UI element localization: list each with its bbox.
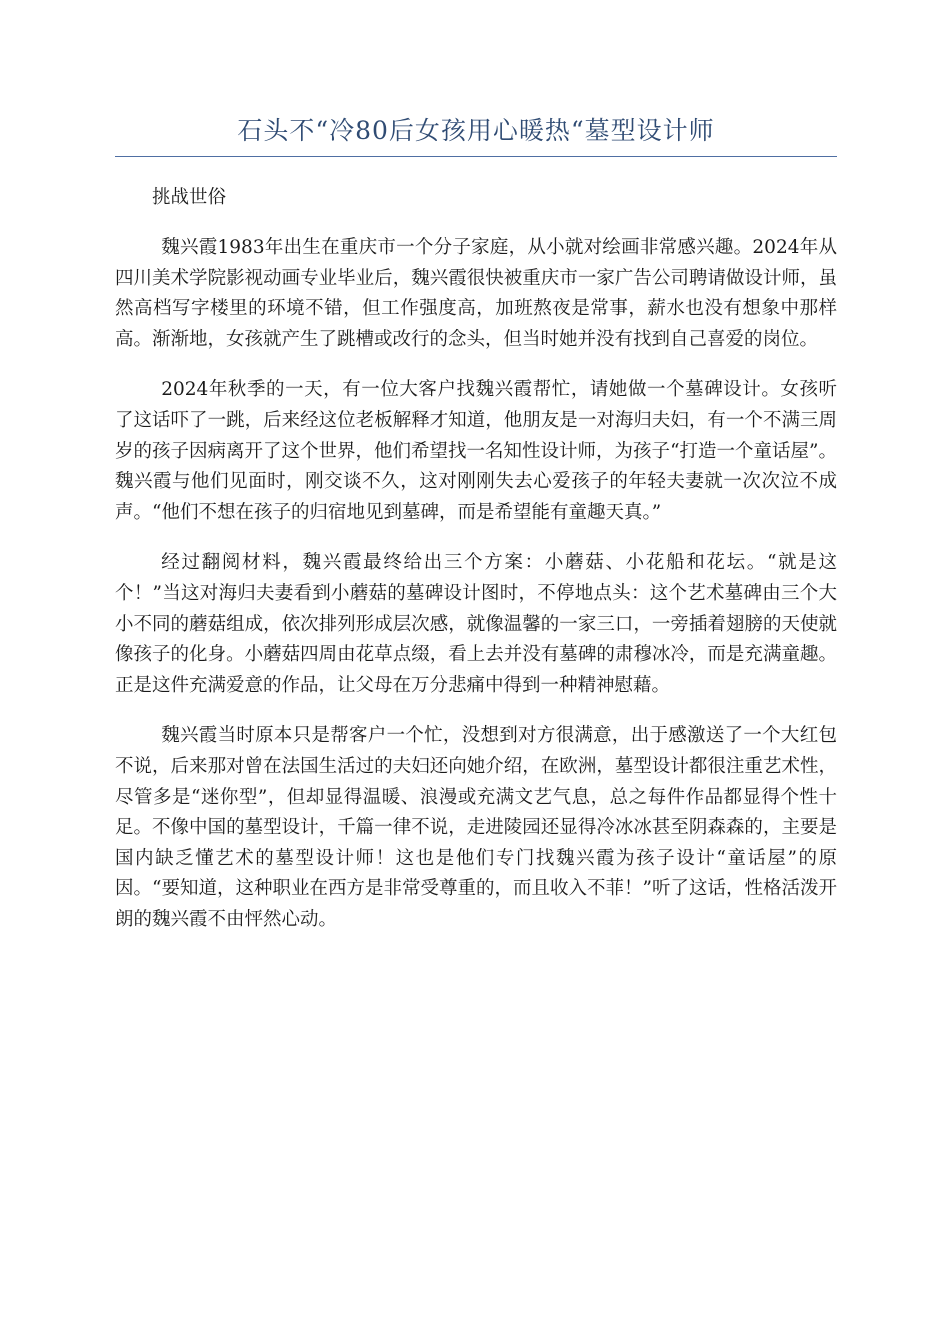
document-title: 石头不“冷80后女孩用心暖热“墓型设计师 <box>115 112 837 157</box>
paragraph-2: 2024年秋季的一天，有一位大客户找魏兴霞帮忙，请她做一个墓碑设计。女孩听了这话吓了一跳，后来经这位老板解释才知道，他朋友是一对海归夫妇，有一个不满三周岁的孩子因病离开了这个世界，他们希望找一名知性设计师，为孩子“打造一个童话屋”。魏兴霞与他们见面时，刚交谈不久，这对刚刚失去心爱孩子的年轻夫妻就一次次泣不成声。“他们不想在孩子的归宿地见到墓碑，而是希望能有童趣天真。” <box>115 379 837 523</box>
paragraph-3: 经过翻阅材料，魏兴霞最终给出三个方案：小蘑菇、小花船和花坛。“就是这个！”当这对海归夫妻看到小蘑菇的墓碑设计图时，不停地点头：这个艺术墓碑由三个大小不同的蘑菇组成，依次排列形成层次感，就像温馨的一家三口，一旁插着翅膀的天使就像孩子的化身。小蘑菇四周由花草点缀，看上去并没有墓碑的肃穆冰冷，而是充满童趣。正是这件充满爱意的作品，让父母在万分悲痛中得到一种精神慰藉。 <box>115 552 837 696</box>
document-page <box>115 112 837 935</box>
paragraph-4: 魏兴霞当时原本只是帮客户一个忙，没想到对方很满意，出于感激送了一个大红包不说，后来那对曾在法国生活过的夫妇还向她介绍，在欧洲，墓型设计都很注重艺术性，尽管多是“迷你型”，但却显得温暖、浪漫或充满文艺气息，总之每件作品都显得个性十足。不像中国的墓型设计，千篇一律不说，走进陵园还显得冷冰冰甚至阴森森的，主要是国内缺乏懂艺术的墓型设计师！这也是他们专门找魏兴霞为孩子设计“童话屋”的原因。“要知道，这种职业在西方是非常受尊重的，而且收入不菲！”听了这话，性格活泼开朗的魏兴霞不由怦然心动。 <box>115 725 837 930</box>
paragraph-1: 魏兴霞1983年出生在重庆市一个分子家庭，从小就对绘画非常感兴趣。2024年从四川美术学院影视动画专业毕业后，魏兴霞很快被重庆市一家广告公司聘请做设计师，虽然高档写字楼里的环境不错，但工作强度高，加班熬夜是常事，薪水也没有想象中那样高。渐渐地，女孩就产生了跳槽或改行的念头，但当时她并没有找到自己喜爱的岗位。 <box>115 237 837 350</box>
section-heading: 挑战世俗 <box>152 187 227 208</box>
